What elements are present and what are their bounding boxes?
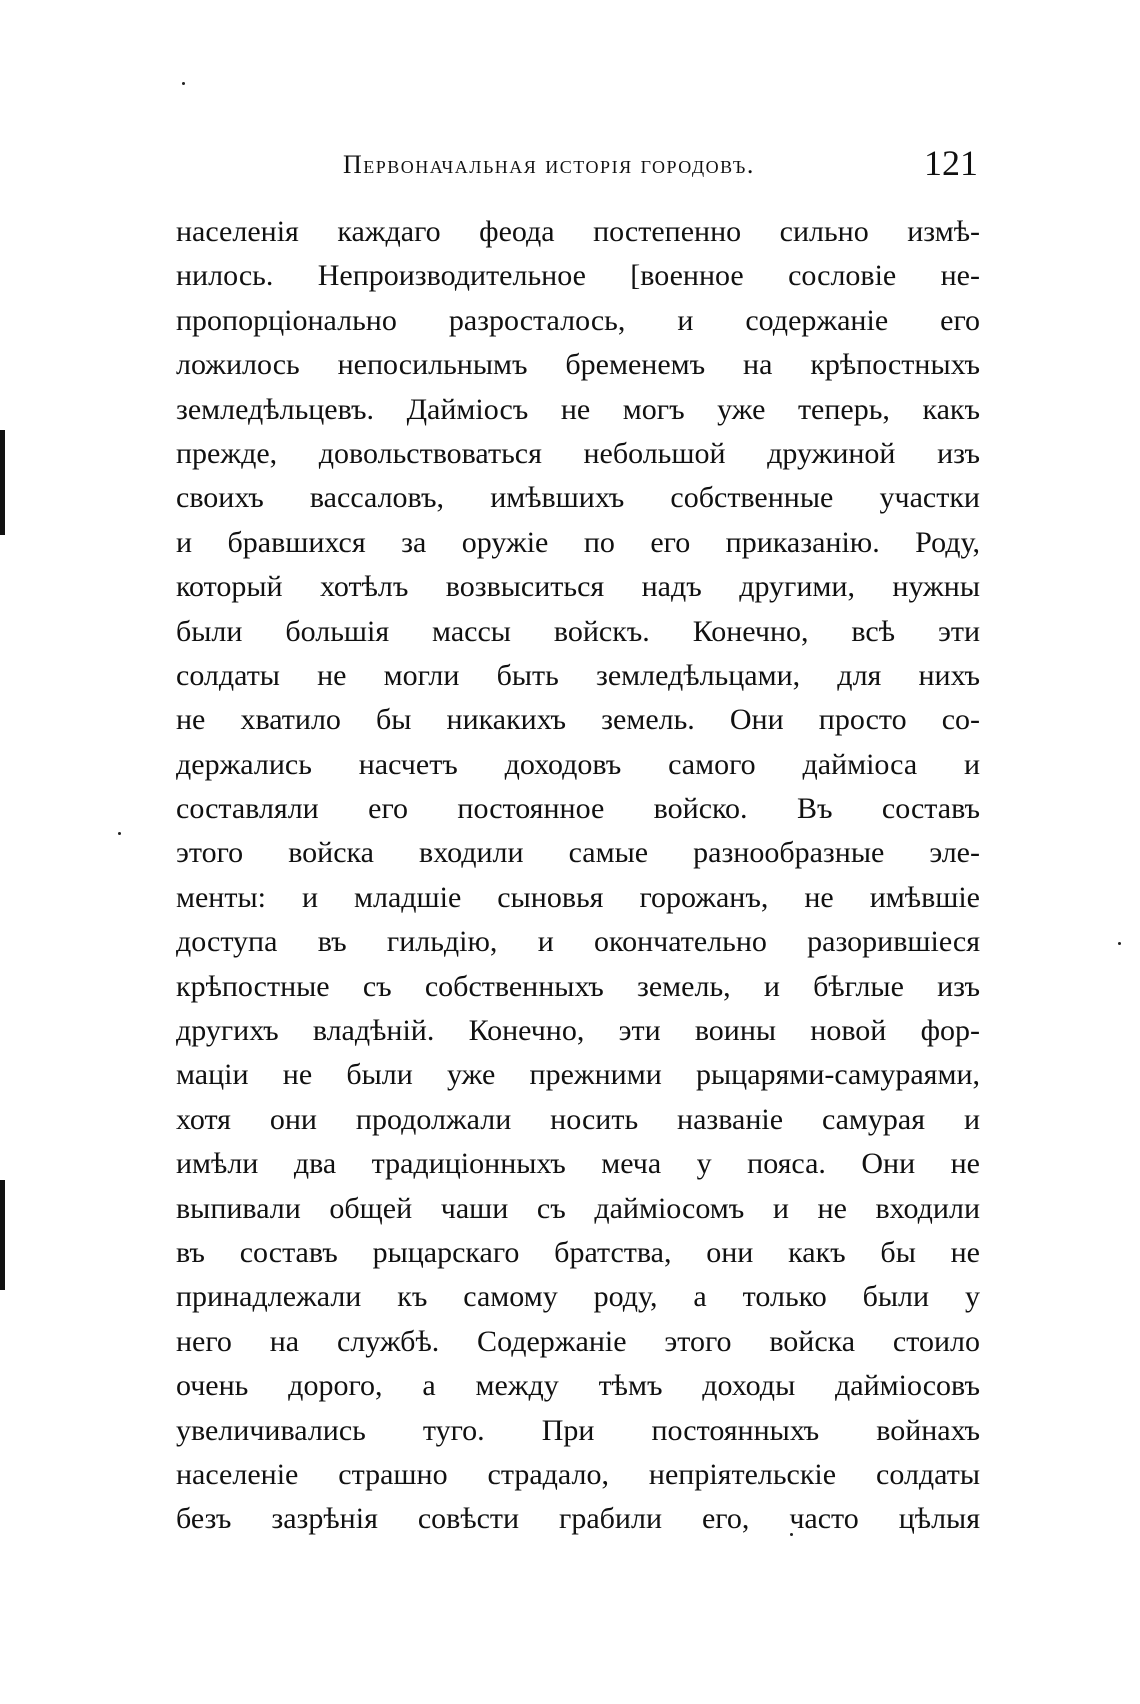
text-line: другихъ владѣній. Конечно, эти воины новой фор- bbox=[176, 1014, 980, 1048]
text-line: прежде, довольствоваться небольшой дружиной изъ bbox=[176, 436, 980, 470]
text-line: своихъ вассаловъ, имѣвшихъ собственные участки bbox=[176, 481, 980, 515]
text-line: доступа въ гильдію, и окончательно разорившіеся bbox=[176, 925, 980, 959]
text-line: пропорціонально разросталось, и содержаніе его bbox=[176, 303, 980, 337]
scan-speck bbox=[118, 832, 121, 835]
binding-edge-mark-upper bbox=[0, 430, 5, 535]
text-line: крѣпостные съ собственныхъ земель, и бѣглые изъ bbox=[176, 969, 980, 1003]
text-line: населеніе страшно страдало, непріятельскіе солдаты bbox=[176, 1457, 980, 1491]
text-line: маціи не были уже прежними рыцарями-самураями, bbox=[176, 1058, 980, 1092]
text-line: хотя они продолжали носить названіе самурая и bbox=[176, 1102, 980, 1136]
text-line: менты: и младшіе сыновья горожанъ, не имѣвшіе bbox=[176, 880, 980, 914]
text-line: увеличивались туго. При постоянныхъ войнахъ bbox=[176, 1413, 980, 1447]
text-line: очень дорого, а между тѣмъ доходы дайміосовъ bbox=[176, 1369, 980, 1403]
text-line: него на службѣ. Содержаніе этого войска стоило bbox=[176, 1324, 980, 1358]
scan-speck bbox=[182, 82, 185, 85]
text-line: выпивали общей чаши съ дайміосомъ и не входили bbox=[176, 1191, 980, 1225]
text-line: были большія массы войскъ. Конечно, всѣ эти bbox=[176, 614, 980, 648]
text-line: держались насчетъ доходовъ самого дайміоса и bbox=[176, 747, 980, 781]
text-line: въ составъ рыцарскаго братства, они какъ бы не bbox=[176, 1235, 980, 1269]
text-line: имѣли два традиціонныхъ меча у пояса. Они не bbox=[176, 1147, 980, 1181]
text-line: солдаты не могли быть земледѣльцами, для нихъ bbox=[176, 658, 980, 692]
text-line: этого войска входили самые разнообразные эле- bbox=[176, 836, 980, 870]
text-line: ложилось непосильнымъ бременемъ на крѣпостныхъ bbox=[176, 348, 980, 382]
text-line: не хватило бы никакихъ земель. Они просто со- bbox=[176, 703, 980, 737]
text-line: который хотѣлъ возвыситься надъ другими, нужны bbox=[176, 570, 980, 604]
text-line: и бравшихся за оружіе по его приказанію. Роду, bbox=[176, 525, 980, 559]
binding-edge-mark-lower bbox=[0, 1180, 5, 1290]
text-line: безъ зазрѣнія совѣсти грабили его, часто цѣлыя bbox=[176, 1502, 980, 1536]
text-line: принадлежали къ самому роду, а только были у bbox=[176, 1280, 980, 1314]
body-text bbox=[176, 210, 980, 1542]
text-line: населенія каждаго феода постепенно сильно измѣ- bbox=[176, 215, 980, 248]
page-number: 121 bbox=[924, 143, 978, 183]
text-line: составляли его постоянное войско. Въ составъ bbox=[176, 792, 980, 826]
scan-speck bbox=[1118, 942, 1121, 945]
running-title: Первоначальная исторія городовъ. bbox=[343, 150, 755, 179]
text-line: земледѣльцевъ. Дайміосъ не могъ уже теперь, какъ bbox=[176, 392, 980, 426]
text-line: нилось. Непроизводительное [военное сословіе не- bbox=[176, 259, 980, 293]
running-head bbox=[178, 140, 978, 190]
